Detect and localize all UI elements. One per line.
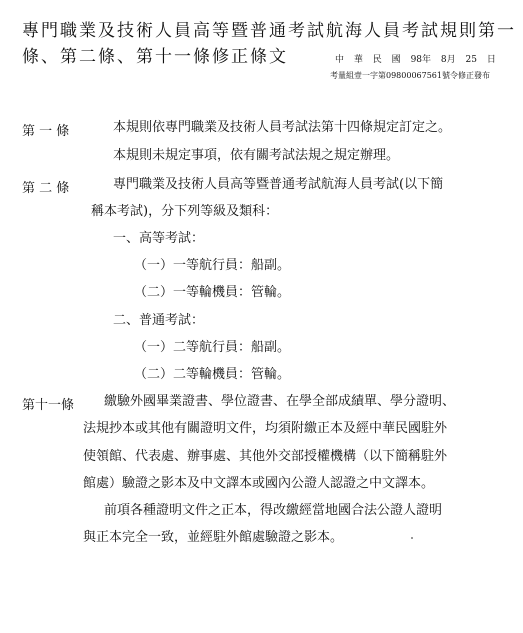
date-part: 日 [486, 55, 496, 65]
article-11-para-1-cont [83, 415, 447, 498]
article-11-para-1 [104, 388, 455, 416]
date-part: 25 [465, 55, 477, 65]
date-part: 民 [372, 55, 382, 65]
date-part: 華 [353, 55, 363, 65]
article-2-item-1-2 [134, 279, 290, 307]
title-line-2: 條、第二條、第十一條修正條文 [22, 47, 288, 67]
text-line: 稱本考試)，分下列等級及類科： [91, 204, 279, 219]
article-2-para-1 [113, 171, 443, 199]
article-11-para-2-cont [83, 524, 343, 552]
text-line: （一）一等航行員：船副。 [134, 258, 291, 273]
text-line: （二）一等輪機員：管輪。 [134, 285, 291, 300]
article-2-item-2 [113, 307, 204, 335]
article-2-item-1 [113, 225, 204, 253]
title-line-1: 專門職業及技術人員高等暨普通考試航海人員考試規則第一 [22, 21, 516, 41]
text-line: （一）二等航行員：船副。 [134, 340, 291, 355]
article-2-item-2-2 [134, 361, 290, 389]
text-line: 館處）驗證之影本及中文譯本或國內公證人認證之中文譯本。 [83, 476, 435, 491]
article-2-item-2-1 [134, 334, 290, 362]
text-line: 前項各種證明文件之正本，得改繳經當地國合法公證人證明 [104, 503, 443, 518]
article-11-para-2 [104, 497, 442, 525]
article-1-label: 第 一 條 [22, 124, 70, 139]
text-line: 本規則未規定事項，依有關考試法規之規定辦理。 [113, 148, 400, 163]
text-line: 法規抄本或其他有關證明文件，均須附繳正本及經中華民國駐外 [83, 421, 448, 436]
text-line: 與正本完全一致，並經駐外館處驗證之影本。 [83, 530, 344, 545]
text-line: 繳驗外國畢業證書、學位證書、在學全部成績單、學分證明、 [104, 394, 456, 409]
article-2-para-1-cont [91, 198, 278, 226]
text-line: 專門職業及技術人員高等暨普通考試航海人員考試(以下簡 [113, 177, 444, 192]
text-line: 使領館、代表處、辦事處、其他外交部授權機構（以下簡稱駐外 [83, 448, 448, 464]
date-part: 98年 [410, 55, 432, 65]
date-part: 8月 [440, 55, 456, 65]
order-number: 考量組壹一字第09800067561號令修正發布 [330, 71, 490, 80]
article-11-label: 第十一條 [22, 398, 75, 413]
scan-speck [411, 537, 413, 539]
text-line: 二、普通考試： [113, 313, 205, 328]
text-line: 一、高等考試： [113, 231, 205, 246]
article-1-para-1 [113, 114, 451, 142]
article-2-item-1-1 [134, 252, 290, 280]
text-line: （二）二等輪機員：管輪。 [134, 367, 291, 382]
article-1-para-2 [113, 142, 399, 170]
promulgation-date [335, 52, 503, 65]
date-part: 國 [391, 55, 401, 65]
date-part: 中 [335, 55, 345, 65]
article-2-label: 第 二 條 [22, 181, 70, 196]
text-line: 本規則依專門職業及技術人員考試法第十四條規定訂定之。 [113, 120, 452, 135]
